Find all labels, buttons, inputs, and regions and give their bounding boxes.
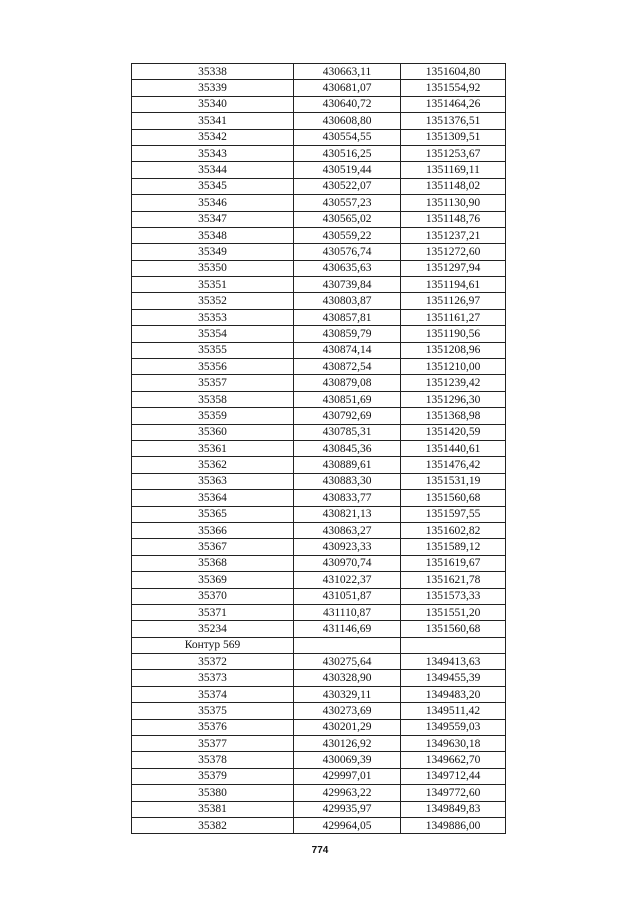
point-number-cell: 35380 — [132, 785, 294, 801]
y-coordinate-cell: 1351440,61 — [401, 440, 506, 456]
point-number-cell: 35341 — [132, 113, 294, 129]
x-coordinate-cell: 430833,77 — [294, 490, 401, 506]
x-coordinate-cell: 430328,90 — [294, 670, 401, 686]
table-row — [132, 80, 506, 96]
y-coordinate-cell: 1351619,67 — [401, 555, 506, 571]
table-row — [132, 309, 506, 325]
y-coordinate-cell: 1351597,55 — [401, 506, 506, 522]
y-coordinate-cell: 1351551,20 — [401, 604, 506, 620]
y-coordinate-cell: 1351560,68 — [401, 490, 506, 506]
y-coordinate-cell: 1351297,94 — [401, 260, 506, 276]
y-coordinate-cell: 1349849,83 — [401, 801, 506, 817]
y-coordinate-cell: 1349413,63 — [401, 654, 506, 670]
x-coordinate-cell: 430851,69 — [294, 391, 401, 407]
y-coordinate-cell: 1349712,44 — [401, 768, 506, 784]
y-coordinate-cell: 1351560,68 — [401, 621, 506, 637]
table-row — [132, 686, 506, 702]
y-coordinate-cell: 1349662,70 — [401, 752, 506, 768]
table-row — [132, 211, 506, 227]
y-coordinate-cell: 1351602,82 — [401, 522, 506, 538]
table-row — [132, 522, 506, 538]
y-coordinate-cell: 1351604,80 — [401, 64, 506, 80]
y-coordinate-cell: 1351210,00 — [401, 359, 506, 375]
point-number-cell: 35343 — [132, 145, 294, 161]
x-coordinate-cell: 430883,30 — [294, 473, 401, 489]
point-number-cell: 35361 — [132, 440, 294, 456]
point-number-cell: 35381 — [132, 801, 294, 817]
coordinates-table-body — [132, 64, 506, 834]
table-row — [132, 670, 506, 686]
x-coordinate-cell: 430663,11 — [294, 64, 401, 80]
point-number-cell: 35349 — [132, 244, 294, 260]
point-number-cell: 35382 — [132, 817, 294, 833]
point-number-cell: 35379 — [132, 768, 294, 784]
table-row — [132, 555, 506, 571]
x-coordinate-cell: 430803,87 — [294, 293, 401, 309]
table-row — [132, 440, 506, 456]
x-coordinate-cell: 429935,97 — [294, 801, 401, 817]
point-number-cell: 35357 — [132, 375, 294, 391]
page-number: 774 — [311, 845, 329, 856]
x-coordinate-cell: 430576,74 — [294, 244, 401, 260]
x-coordinate-cell: 430565,02 — [294, 211, 401, 227]
table-row — [132, 473, 506, 489]
point-number-cell: 35350 — [132, 260, 294, 276]
table-row — [132, 293, 506, 309]
x-coordinate-cell: 430608,80 — [294, 113, 401, 129]
x-coordinate-cell: 430275,64 — [294, 654, 401, 670]
point-number-cell: 35376 — [132, 719, 294, 735]
point-number-cell: 35375 — [132, 703, 294, 719]
table-row — [132, 457, 506, 473]
table-row — [132, 621, 506, 637]
y-coordinate-cell: 1351237,21 — [401, 227, 506, 243]
y-coordinate-cell: 1351368,98 — [401, 408, 506, 424]
x-coordinate-cell: 430879,08 — [294, 375, 401, 391]
point-number-cell: 35342 — [132, 129, 294, 145]
y-coordinate-cell: 1351621,78 — [401, 572, 506, 588]
x-coordinate-cell: 430559,22 — [294, 227, 401, 243]
table-row — [132, 424, 506, 440]
y-coordinate-cell: 1349630,18 — [401, 736, 506, 752]
x-coordinate-cell: 429997,01 — [294, 768, 401, 784]
table-row — [132, 506, 506, 522]
point-number-cell: 35366 — [132, 522, 294, 538]
y-coordinate-cell: 1351130,90 — [401, 195, 506, 211]
y-coordinate-cell: 1349886,00 — [401, 817, 506, 833]
point-number-cell: 35378 — [132, 752, 294, 768]
table-row — [132, 654, 506, 670]
table-row — [132, 113, 506, 129]
x-coordinate-cell: 430554,55 — [294, 129, 401, 145]
y-coordinate-cell: 1351148,02 — [401, 178, 506, 194]
table-row — [132, 637, 506, 653]
x-coordinate-cell: 430970,74 — [294, 555, 401, 571]
point-number-cell: 35347 — [132, 211, 294, 227]
y-coordinate-cell: 1349511,42 — [401, 703, 506, 719]
x-coordinate-cell: 429964,05 — [294, 817, 401, 833]
y-coordinate-cell: 1351161,27 — [401, 309, 506, 325]
x-coordinate-cell: 430785,31 — [294, 424, 401, 440]
x-coordinate-cell: 431022,37 — [294, 572, 401, 588]
x-coordinate-cell: 430069,39 — [294, 752, 401, 768]
table-row — [132, 162, 506, 178]
point-number-cell: 35345 — [132, 178, 294, 194]
y-coordinate-cell: 1351573,33 — [401, 588, 506, 604]
y-coordinate-cell: 1351194,61 — [401, 277, 506, 293]
y-coordinate-cell: 1351190,56 — [401, 326, 506, 342]
point-number-cell: 35355 — [132, 342, 294, 358]
x-coordinate-cell: 430889,61 — [294, 457, 401, 473]
x-coordinate-cell: 430635,63 — [294, 260, 401, 276]
x-coordinate-cell: 431146,69 — [294, 621, 401, 637]
point-number-cell: 35377 — [132, 736, 294, 752]
x-coordinate-cell: 429963,22 — [294, 785, 401, 801]
table-row — [132, 801, 506, 817]
y-coordinate-cell: 1351476,42 — [401, 457, 506, 473]
table-row — [132, 588, 506, 604]
y-coordinate-cell: 1349772,60 — [401, 785, 506, 801]
point-number-cell: 35340 — [132, 96, 294, 112]
table-row — [132, 64, 506, 80]
x-coordinate-cell: 430859,79 — [294, 326, 401, 342]
y-coordinate-cell: 1351554,92 — [401, 80, 506, 96]
table-row — [132, 736, 506, 752]
table-row — [132, 244, 506, 260]
y-coordinate-cell: 1351531,19 — [401, 473, 506, 489]
x-coordinate-cell: 431051,87 — [294, 588, 401, 604]
table-row — [132, 752, 506, 768]
point-number-cell: 35363 — [132, 473, 294, 489]
point-number-cell: 35352 — [132, 293, 294, 309]
table-row — [132, 342, 506, 358]
point-number-cell: 35367 — [132, 539, 294, 555]
table-row — [132, 277, 506, 293]
x-coordinate-cell: 430845,36 — [294, 440, 401, 456]
point-number-cell: 35360 — [132, 424, 294, 440]
y-coordinate-cell: 1351309,51 — [401, 129, 506, 145]
y-coordinate-cell: 1351589,12 — [401, 539, 506, 555]
x-coordinate-cell: 430923,33 — [294, 539, 401, 555]
point-number-cell: 35368 — [132, 555, 294, 571]
table-row — [132, 178, 506, 194]
x-coordinate-cell: 430273,69 — [294, 703, 401, 719]
point-number-cell: 35373 — [132, 670, 294, 686]
point-number-cell: 35344 — [132, 162, 294, 178]
point-number-cell: Контур 569 — [132, 637, 294, 653]
x-coordinate-cell: 430792,69 — [294, 408, 401, 424]
table-row — [132, 359, 506, 375]
y-coordinate-cell — [401, 637, 506, 653]
table-row — [132, 408, 506, 424]
table-row — [132, 391, 506, 407]
y-coordinate-cell: 1351464,26 — [401, 96, 506, 112]
point-number-cell: 35358 — [132, 391, 294, 407]
y-coordinate-cell: 1351420,59 — [401, 424, 506, 440]
x-coordinate-cell: 430681,07 — [294, 80, 401, 96]
table-row — [132, 785, 506, 801]
y-coordinate-cell: 1349559,03 — [401, 719, 506, 735]
point-number-cell: 35374 — [132, 686, 294, 702]
x-coordinate-cell: 430519,44 — [294, 162, 401, 178]
x-coordinate-cell: 430872,54 — [294, 359, 401, 375]
point-number-cell: 35362 — [132, 457, 294, 473]
point-number-cell: 35348 — [132, 227, 294, 243]
x-coordinate-cell: 430522,07 — [294, 178, 401, 194]
x-coordinate-cell: 430126,92 — [294, 736, 401, 752]
table-row — [132, 326, 506, 342]
x-coordinate-cell: 430874,14 — [294, 342, 401, 358]
point-number-cell: 35370 — [132, 588, 294, 604]
y-coordinate-cell: 1351296,30 — [401, 391, 506, 407]
point-number-cell: 35365 — [132, 506, 294, 522]
point-number-cell: 35372 — [132, 654, 294, 670]
point-number-cell: 35369 — [132, 572, 294, 588]
x-coordinate-cell: 430857,81 — [294, 309, 401, 325]
point-number-cell: 35356 — [132, 359, 294, 375]
point-number-cell: 35234 — [132, 621, 294, 637]
point-number-cell: 35353 — [132, 309, 294, 325]
y-coordinate-cell: 1349483,20 — [401, 686, 506, 702]
x-coordinate-cell: 430821,13 — [294, 506, 401, 522]
y-coordinate-cell: 1349455,39 — [401, 670, 506, 686]
table-row — [132, 572, 506, 588]
x-coordinate-cell: 431110,87 — [294, 604, 401, 620]
table-row — [132, 195, 506, 211]
y-coordinate-cell: 1351126,97 — [401, 293, 506, 309]
point-number-cell: 35354 — [132, 326, 294, 342]
table-row — [132, 539, 506, 555]
y-coordinate-cell: 1351239,42 — [401, 375, 506, 391]
x-coordinate-cell: 430516,25 — [294, 145, 401, 161]
table-row — [132, 490, 506, 506]
table-row — [132, 227, 506, 243]
table-row — [132, 768, 506, 784]
table-row — [132, 96, 506, 112]
y-coordinate-cell: 1351253,67 — [401, 145, 506, 161]
table-row — [132, 145, 506, 161]
y-coordinate-cell: 1351169,11 — [401, 162, 506, 178]
point-number-cell: 35351 — [132, 277, 294, 293]
point-number-cell: 35371 — [132, 604, 294, 620]
x-coordinate-cell: 430557,23 — [294, 195, 401, 211]
point-number-cell: 35338 — [132, 64, 294, 80]
table-row — [132, 703, 506, 719]
point-number-cell: 35364 — [132, 490, 294, 506]
table-row — [132, 817, 506, 833]
table-row — [132, 719, 506, 735]
x-coordinate-cell: 430640,72 — [294, 96, 401, 112]
point-number-cell: 35359 — [132, 408, 294, 424]
coordinates-table — [131, 63, 506, 834]
y-coordinate-cell: 1351376,51 — [401, 113, 506, 129]
y-coordinate-cell: 1351272,60 — [401, 244, 506, 260]
point-number-cell: 35346 — [132, 195, 294, 211]
table-row — [132, 375, 506, 391]
table-row — [132, 129, 506, 145]
x-coordinate-cell — [294, 637, 401, 653]
y-coordinate-cell: 1351208,96 — [401, 342, 506, 358]
x-coordinate-cell: 430201,29 — [294, 719, 401, 735]
x-coordinate-cell: 430739,84 — [294, 277, 401, 293]
point-number-cell: 35339 — [132, 80, 294, 96]
x-coordinate-cell: 430329,11 — [294, 686, 401, 702]
table-row — [132, 260, 506, 276]
table-row — [132, 604, 506, 620]
x-coordinate-cell: 430863,27 — [294, 522, 401, 538]
y-coordinate-cell: 1351148,76 — [401, 211, 506, 227]
